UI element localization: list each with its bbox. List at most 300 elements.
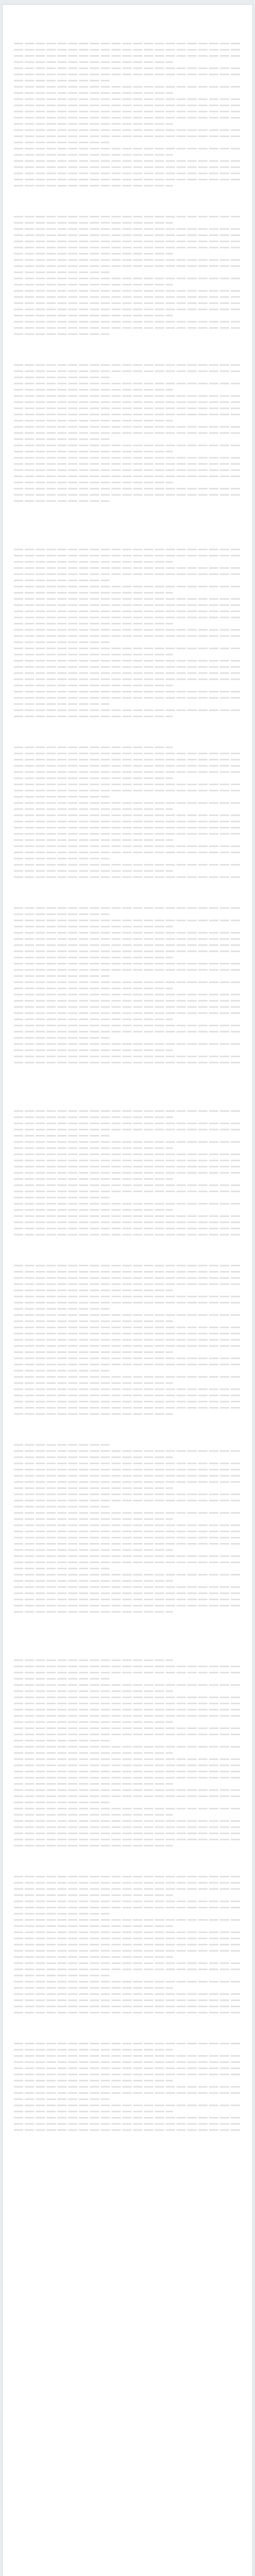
section-heading xyxy=(14,364,241,369)
paragraph xyxy=(14,1568,241,1572)
paragraph xyxy=(14,1684,241,1689)
paragraph xyxy=(14,1944,241,1948)
paragraph xyxy=(14,1599,241,1603)
paragraph xyxy=(14,1703,241,1707)
paragraph xyxy=(14,913,241,918)
paragraph xyxy=(14,920,241,924)
paragraph xyxy=(14,1500,241,1504)
paragraph xyxy=(14,1678,241,1683)
paragraph xyxy=(14,321,241,326)
paragraph xyxy=(14,222,241,227)
paragraph xyxy=(14,296,241,301)
paragraph xyxy=(14,185,241,190)
paragraph xyxy=(14,1160,241,1164)
paragraph xyxy=(14,1166,241,1171)
paragraph xyxy=(14,1833,241,1837)
paragraph xyxy=(14,1981,241,1986)
paragraph xyxy=(14,123,241,128)
paragraph xyxy=(14,302,241,307)
paragraph xyxy=(14,241,241,245)
paragraph xyxy=(14,234,241,239)
paragraph xyxy=(14,315,241,319)
paragraph xyxy=(14,666,241,671)
document-section xyxy=(14,747,241,881)
section-spacer xyxy=(14,349,241,363)
paragraph xyxy=(14,561,241,566)
paragraph xyxy=(14,148,241,152)
paragraph xyxy=(14,586,241,590)
paragraph xyxy=(14,1969,241,1973)
section-heading xyxy=(14,2043,241,2047)
paragraph xyxy=(14,2123,241,2128)
paragraph xyxy=(14,476,241,480)
paragraph xyxy=(14,1907,241,1911)
paragraph xyxy=(14,1191,241,1195)
section-spacer xyxy=(14,1429,241,1443)
paragraph xyxy=(14,55,241,60)
paragraph xyxy=(14,278,241,282)
document-section xyxy=(14,549,241,720)
paragraph xyxy=(14,1209,241,1214)
paragraph xyxy=(14,1562,241,1566)
paragraph xyxy=(14,117,241,122)
paragraph xyxy=(14,573,241,578)
paragraph xyxy=(14,1351,241,1356)
document-section xyxy=(14,1444,241,1616)
paragraph xyxy=(14,129,241,134)
paragraph xyxy=(14,1290,241,1294)
section-spacer xyxy=(14,516,241,547)
paragraph xyxy=(14,691,241,696)
paragraph xyxy=(14,2117,241,2122)
paragraph xyxy=(14,1463,241,1467)
paragraph xyxy=(14,1283,241,1288)
paragraph xyxy=(14,1043,241,1048)
paragraph xyxy=(14,1518,241,1523)
section-heading xyxy=(14,1110,241,1115)
paragraph xyxy=(14,580,241,584)
paragraph xyxy=(14,1512,241,1517)
paragraph xyxy=(14,2129,241,2134)
section-heading xyxy=(14,907,241,912)
paragraph xyxy=(14,1481,241,1486)
paragraph xyxy=(14,401,241,406)
paragraph xyxy=(14,142,241,146)
paragraph xyxy=(14,858,241,862)
section-heading xyxy=(14,747,241,751)
paragraph xyxy=(14,951,241,955)
paragraph xyxy=(14,685,241,689)
paragraph xyxy=(14,1882,241,1887)
paragraph xyxy=(14,1888,241,1893)
section-heading xyxy=(14,1876,241,1880)
paragraph xyxy=(14,253,241,258)
paragraph xyxy=(14,420,241,425)
document-section xyxy=(14,907,241,1066)
paragraph xyxy=(14,784,241,788)
paragraph xyxy=(14,1537,241,1541)
paragraph xyxy=(14,629,241,634)
paragraph xyxy=(14,154,241,159)
paragraph xyxy=(14,1314,241,1319)
paragraph xyxy=(14,1000,241,1005)
paragraph xyxy=(14,1531,241,1535)
paragraph xyxy=(14,1987,241,1992)
paragraph xyxy=(14,808,241,813)
paragraph xyxy=(14,1938,241,1942)
paragraph xyxy=(14,445,241,449)
section-spacer xyxy=(14,1078,241,1109)
paragraph xyxy=(14,1333,241,1337)
paragraph xyxy=(14,1580,241,1585)
paragraph xyxy=(14,1116,241,1121)
paragraph xyxy=(14,1962,241,1967)
paragraph xyxy=(14,1555,241,1560)
paragraph xyxy=(14,2086,241,2091)
section-heading xyxy=(14,1265,241,1269)
paragraph xyxy=(14,1765,241,1769)
paragraph xyxy=(14,1925,241,1930)
paragraph xyxy=(14,1845,241,1850)
paragraph xyxy=(14,981,241,986)
paragraph xyxy=(14,1740,241,1744)
paragraph xyxy=(14,1382,241,1387)
paragraph xyxy=(14,1605,241,1609)
paragraph xyxy=(14,160,241,165)
paragraph xyxy=(14,488,241,493)
paragraph xyxy=(14,759,241,764)
paragraph xyxy=(14,852,241,856)
paragraph xyxy=(14,1302,241,1307)
section-spacer xyxy=(14,732,241,745)
paragraph xyxy=(14,1913,241,1918)
paragraph xyxy=(14,635,241,640)
paragraph xyxy=(14,247,241,251)
document-section xyxy=(14,216,241,338)
paragraph xyxy=(14,2067,241,2072)
paragraph xyxy=(14,2049,241,2054)
paragraph xyxy=(14,1025,241,1029)
paragraph xyxy=(14,567,241,572)
paragraph xyxy=(14,1487,241,1492)
paragraph xyxy=(14,944,241,949)
paragraph xyxy=(14,457,241,462)
paragraph xyxy=(14,2080,241,2084)
paragraph xyxy=(14,1758,241,1763)
paragraph xyxy=(14,1413,241,1418)
paragraph xyxy=(14,654,241,658)
section-heading xyxy=(14,216,241,221)
paragraph xyxy=(14,821,241,825)
paragraph xyxy=(14,703,241,708)
paragraph xyxy=(14,67,241,72)
paragraph xyxy=(14,790,241,794)
paragraph xyxy=(14,598,241,603)
paragraph xyxy=(14,1901,241,1905)
paragraph xyxy=(14,451,241,455)
paragraph xyxy=(14,61,241,66)
paragraph xyxy=(14,80,241,84)
paragraph xyxy=(14,135,241,140)
paragraph xyxy=(14,500,241,505)
document-section xyxy=(14,364,241,505)
paragraph xyxy=(14,1339,241,1344)
paragraph xyxy=(14,1752,241,1757)
paragraph xyxy=(14,1808,241,1812)
paragraph xyxy=(14,1401,241,1405)
paragraph xyxy=(14,1802,241,1806)
paragraph xyxy=(14,370,241,375)
paragraph xyxy=(14,1388,241,1393)
paragraph xyxy=(14,994,241,998)
paragraph xyxy=(14,1820,241,1825)
paragraph xyxy=(14,228,241,233)
paragraph xyxy=(14,1012,241,1017)
paragraph xyxy=(14,1154,241,1158)
paragraph xyxy=(14,2105,241,2109)
paragraph xyxy=(14,1456,241,1461)
paragraph xyxy=(14,1709,241,1714)
paragraph xyxy=(14,753,241,757)
section-heading xyxy=(14,1444,241,1449)
paragraph xyxy=(14,1586,241,1591)
paragraph xyxy=(14,672,241,677)
paragraph xyxy=(14,815,241,819)
paragraph xyxy=(14,1222,241,1226)
paragraph xyxy=(14,166,241,171)
paragraph xyxy=(14,555,241,560)
section-spacer xyxy=(14,892,241,906)
paragraph xyxy=(14,1147,241,1152)
paragraph xyxy=(14,432,241,437)
paragraph xyxy=(14,1721,241,1726)
paragraph xyxy=(14,827,241,832)
paragraph xyxy=(14,1178,241,1183)
paragraph xyxy=(14,679,241,683)
paragraph xyxy=(14,604,241,609)
section-heading xyxy=(14,43,241,47)
paragraph xyxy=(14,2055,241,2060)
paragraph xyxy=(14,1049,241,1054)
paragraph xyxy=(14,864,241,869)
paragraph xyxy=(14,641,241,646)
paragraph xyxy=(14,716,241,720)
paragraph xyxy=(14,1494,241,1498)
paragraph xyxy=(14,988,241,992)
paragraph xyxy=(14,1056,241,1060)
paragraph xyxy=(14,1975,241,1979)
paragraph xyxy=(14,592,241,597)
paragraph xyxy=(14,1370,241,1375)
paragraph xyxy=(14,463,241,468)
paragraph xyxy=(14,1839,241,1843)
paragraph xyxy=(14,697,241,702)
paragraph xyxy=(14,1037,241,1042)
paragraph xyxy=(14,833,241,838)
paragraph xyxy=(14,1549,241,1554)
paragraph xyxy=(14,777,241,782)
paragraph xyxy=(14,1727,241,1732)
paragraph xyxy=(14,92,241,97)
paragraph xyxy=(14,426,241,431)
paragraph xyxy=(14,1062,241,1066)
paragraph xyxy=(14,1574,241,1579)
paragraph xyxy=(14,469,241,474)
paragraph xyxy=(14,98,241,103)
paragraph xyxy=(14,765,241,770)
paragraph xyxy=(14,1123,241,1127)
paragraph xyxy=(14,389,241,394)
section-heading xyxy=(14,549,241,553)
paragraph xyxy=(14,2092,241,2097)
paragraph xyxy=(14,1364,241,1368)
paragraph xyxy=(14,482,241,486)
paragraph xyxy=(14,1006,241,1011)
paragraph xyxy=(14,2098,241,2103)
paragraph xyxy=(14,845,241,850)
paragraph xyxy=(14,1524,241,1529)
paragraph xyxy=(14,395,241,400)
paragraph xyxy=(14,802,241,807)
paragraph xyxy=(14,2006,241,2010)
paragraph xyxy=(14,86,241,91)
paragraph xyxy=(14,1407,241,1412)
paragraph xyxy=(14,1715,241,1720)
paragraph xyxy=(14,105,241,109)
paragraph xyxy=(14,1506,241,1511)
paragraph xyxy=(14,1184,241,1189)
paragraph xyxy=(14,1197,241,1201)
paragraph xyxy=(14,938,241,943)
paragraph xyxy=(14,272,241,276)
document-title xyxy=(14,18,241,36)
paragraph xyxy=(14,259,241,264)
section-spacer xyxy=(14,2145,241,2176)
paragraph xyxy=(14,2012,241,2016)
paragraph xyxy=(14,709,241,714)
document-section xyxy=(14,1110,241,1239)
paragraph xyxy=(14,1690,241,1695)
paragraph xyxy=(14,414,241,418)
paragraph xyxy=(14,957,241,961)
paragraph xyxy=(14,839,241,844)
paragraph xyxy=(14,383,241,387)
paragraph xyxy=(14,1611,241,1616)
paragraph xyxy=(14,1271,241,1276)
paragraph xyxy=(14,1327,241,1331)
paragraph xyxy=(14,111,241,115)
paragraph xyxy=(14,611,241,615)
paragraph xyxy=(14,1172,241,1177)
paragraph xyxy=(14,617,241,621)
paragraph xyxy=(14,1956,241,1961)
section-heading xyxy=(14,1659,241,1664)
paragraph xyxy=(14,290,241,295)
paragraph xyxy=(14,932,241,937)
paragraph xyxy=(14,1308,241,1313)
paragraph xyxy=(14,876,241,881)
paragraph xyxy=(14,2111,241,2115)
section-spacer xyxy=(14,1861,241,1874)
section-spacer xyxy=(14,1250,241,1263)
paragraph xyxy=(14,494,241,499)
paragraph xyxy=(14,1672,241,1676)
paragraph xyxy=(14,1203,241,1208)
paragraph xyxy=(14,333,241,338)
paragraph xyxy=(14,926,241,930)
paragraph xyxy=(14,1919,241,1924)
section-spacer xyxy=(14,201,241,214)
paragraph xyxy=(14,1771,241,1775)
paragraph xyxy=(14,179,241,183)
paragraph xyxy=(14,1826,241,1831)
paragraph xyxy=(14,1450,241,1455)
paragraph xyxy=(14,1358,241,1362)
paragraph xyxy=(14,1395,241,1399)
paragraph xyxy=(14,408,241,412)
paragraph xyxy=(14,660,241,665)
paragraph xyxy=(14,623,241,628)
paragraph xyxy=(14,327,241,332)
section-spacer xyxy=(14,2028,241,2041)
document-section xyxy=(14,2043,241,2134)
document-section xyxy=(14,1265,241,1418)
paragraph xyxy=(14,438,241,443)
paragraph xyxy=(14,1129,241,1133)
paragraph xyxy=(14,1931,241,1936)
paragraph xyxy=(14,1019,241,1023)
paragraph xyxy=(14,1666,241,1670)
paragraph xyxy=(14,284,241,289)
paragraph xyxy=(14,796,241,801)
document-section xyxy=(14,43,241,190)
paragraph xyxy=(14,1469,241,1473)
document-body xyxy=(14,43,241,2176)
paragraph xyxy=(14,1296,241,1300)
paragraph xyxy=(14,49,241,54)
section-spacer xyxy=(14,1627,241,1658)
paragraph xyxy=(14,1697,241,1701)
paragraph xyxy=(14,1592,241,1597)
paragraph xyxy=(14,1135,241,1140)
paragraph xyxy=(14,1746,241,1751)
document-section xyxy=(14,1876,241,2016)
paragraph xyxy=(14,771,241,776)
paragraph xyxy=(14,969,241,974)
paragraph xyxy=(14,1234,241,1239)
paragraph xyxy=(14,1376,241,1381)
paragraph xyxy=(14,74,241,78)
paragraph xyxy=(14,975,241,980)
paragraph xyxy=(14,963,241,968)
paragraph xyxy=(14,1320,241,1325)
paragraph xyxy=(14,1789,241,1794)
paragraph xyxy=(14,870,241,875)
paragraph xyxy=(14,648,241,652)
paragraph xyxy=(14,265,241,270)
paragraph xyxy=(14,173,241,177)
paragraph xyxy=(14,2074,241,2078)
paragraph xyxy=(14,377,241,381)
paragraph xyxy=(14,309,241,313)
paragraph xyxy=(14,1734,241,1738)
paragraph xyxy=(14,1783,241,1788)
paragraph xyxy=(14,1475,241,1480)
document-section xyxy=(14,1659,241,1850)
paragraph xyxy=(14,1795,241,1800)
paragraph xyxy=(14,1228,241,1232)
paragraph xyxy=(14,1345,241,1350)
